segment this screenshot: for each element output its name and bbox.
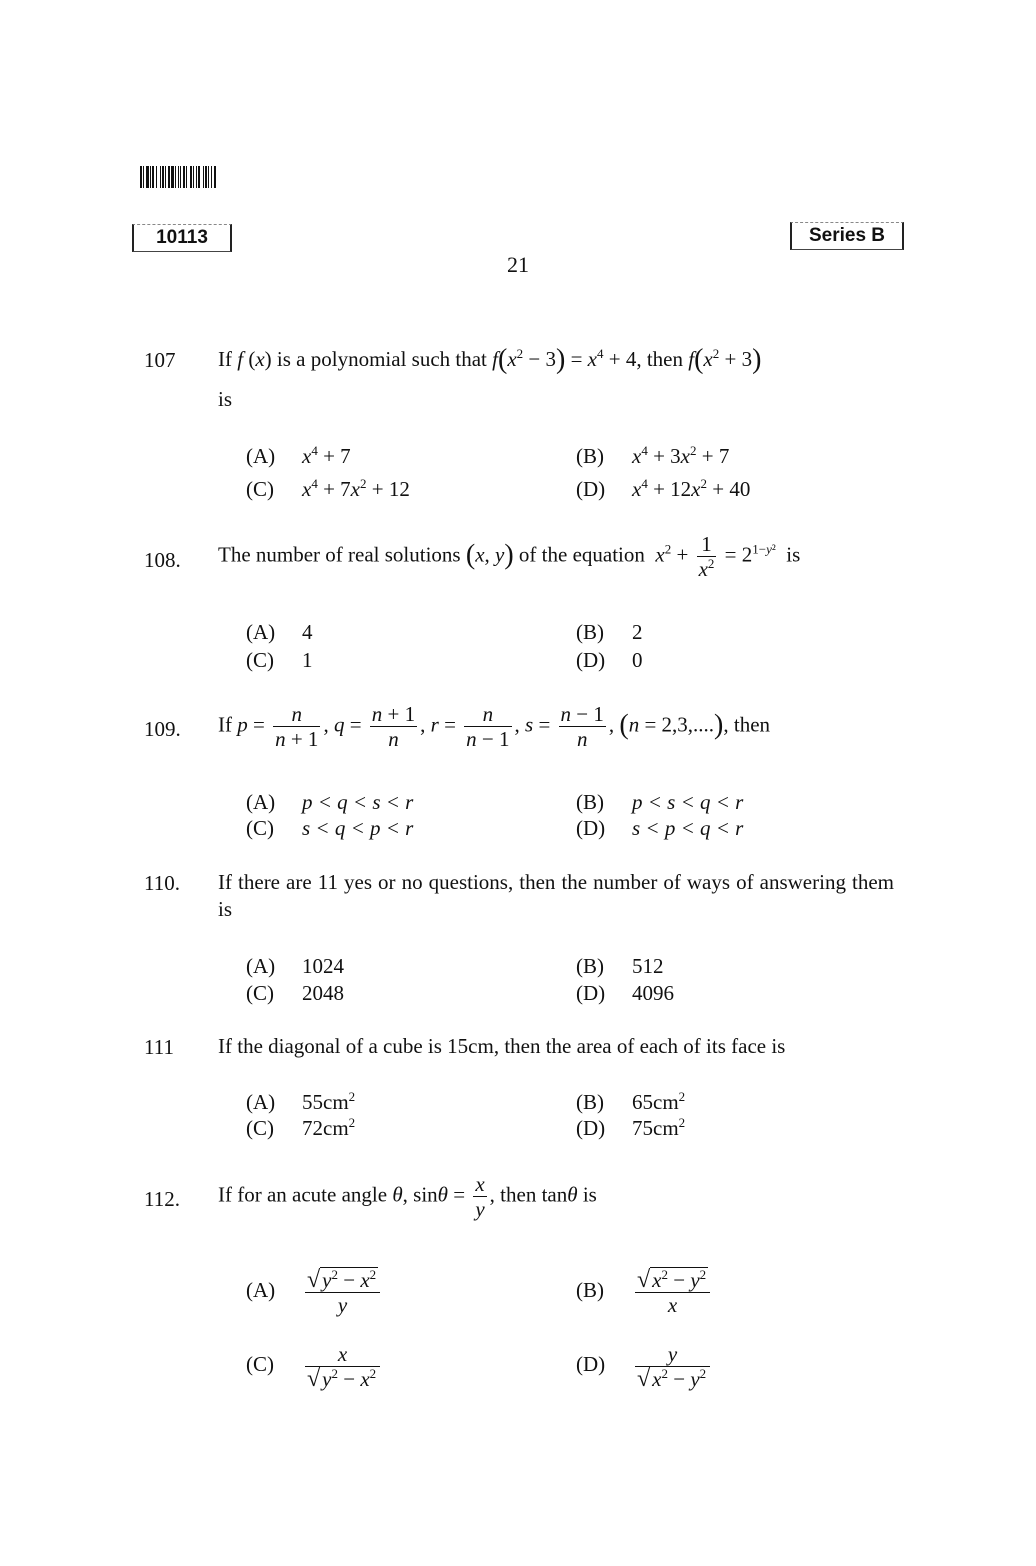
option-a[interactable]: (A) p < q < s < r — [246, 790, 414, 814]
page-number: 21 — [507, 252, 529, 277]
question-text: The number of real solutions (x, y) of the equation $x^2$ + $\frac{1}{x^2}$ = $2^{1-y^2}$ is — [218, 532, 801, 581]
option-c[interactable]: (C) 2048 — [246, 981, 344, 1005]
barcode-image — [140, 166, 300, 188]
paper-code-box — [132, 224, 232, 252]
option-b[interactable]: (B) 2 — [576, 620, 643, 644]
option-c[interactable]: (C) s < q < p < r — [246, 816, 414, 840]
option-d[interactable]: (D) 0 — [576, 648, 643, 672]
question-number: 107 — [144, 348, 176, 372]
option-b[interactable]: (B) 512 — [576, 954, 664, 978]
option-c[interactable]: (C) 1 — [246, 648, 313, 672]
series-label: Series B — [808, 225, 886, 246]
question-text: If for an acute angle θ, sinθ = $\frac{x}{y}$ , then tanθ is — [218, 1172, 597, 1221]
option-d[interactable]: (D) $\frac{y}{√x^2 - y^2}$ — [576, 1342, 713, 1391]
question-number: 111 — [144, 1035, 174, 1059]
question-text: If there are 11 yes or no questions, then the number of ways of answering them is — [218, 870, 894, 921]
question-number: 108. — [144, 548, 181, 572]
option-b[interactable]: (B) $x^4 + 3x^2 + 7$ — [576, 443, 730, 468]
option-c[interactable]: (C) $\frac{x}{√y^2 - x^2}$ — [246, 1342, 383, 1391]
series-box — [790, 222, 904, 250]
question-text: If the diagonal of a cube is 15cm, then the area of each of its face is — [218, 1034, 786, 1058]
option-d[interactable]: (D) 4096 — [576, 981, 674, 1005]
option-a[interactable]: (A) 4 — [246, 620, 313, 644]
option-b[interactable]: (B) $\frac{√x^2 - y^2}{x}$ — [576, 1268, 713, 1317]
question-number: 109. — [144, 717, 181, 741]
paper-code: 10113 — [156, 227, 208, 248]
question-text: If f (x) is a polynomial such that $f(x^2 - 3) = x^4 + 4$, then $f(x^2 + 3)$ — [218, 344, 762, 375]
option-a[interactable]: (A) $55cm^2$ — [246, 1089, 356, 1114]
option-b[interactable]: (B) $65cm^2$ — [576, 1089, 686, 1114]
question-text: If p = $\frac{n}{n + 1}$ , q = $\frac{n + 1}{n}$ , r = $\frac{n}{n - 1}$ , s = $\frac{n - 1}{n}$ , (n = 2,3,....), then — [218, 702, 771, 751]
option-d[interactable]: (D) $75cm^2$ — [576, 1115, 686, 1140]
option-d[interactable]: (D) s < p < q < r — [576, 816, 744, 840]
option-c[interactable]: (C) $x^4 + 7x^2 + 12$ — [246, 476, 410, 501]
option-c[interactable]: (C) $72cm^2$ — [246, 1115, 356, 1140]
question-text-continuation: is — [218, 387, 233, 411]
option-d[interactable]: (D) $x^4 + 12x^2 + 40$ — [576, 476, 751, 501]
option-a[interactable]: (A) $\frac{√y^2 - x^2}{y}$ — [246, 1268, 383, 1317]
question-number: 110. — [144, 871, 180, 895]
option-a[interactable]: (A) $x^4 + 7$ — [246, 443, 351, 468]
question-number: 112. — [144, 1187, 180, 1211]
option-a[interactable]: (A) 1024 — [246, 954, 344, 978]
option-b[interactable]: (B) p < s < q < r — [576, 790, 744, 814]
